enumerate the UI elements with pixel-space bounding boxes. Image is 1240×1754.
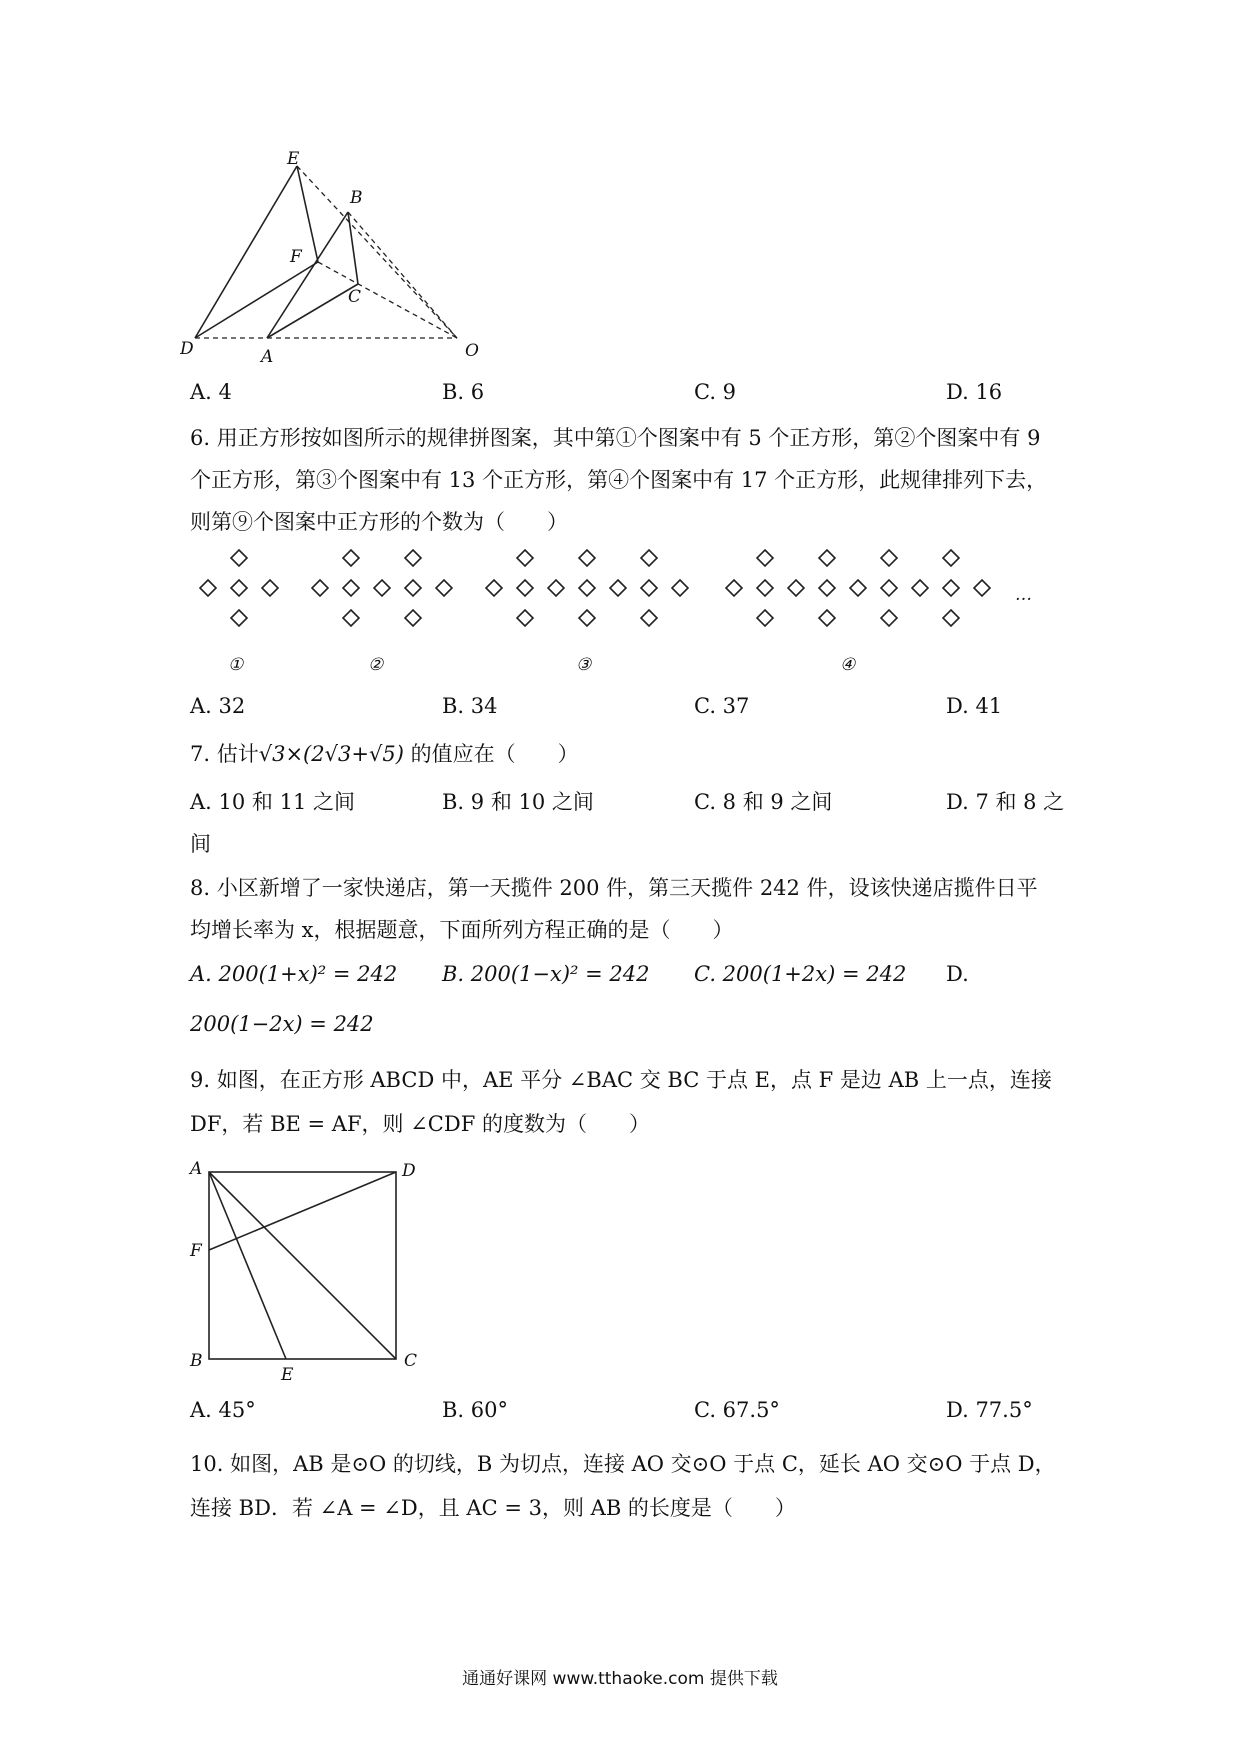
q5-point-b: B xyxy=(350,188,363,208)
q8-text-line1: 8. 小区新增了一家快递店，第一天揽件 200 件，第三天揽件 242 件，设该快递店揽件日平 xyxy=(190,876,1038,900)
q8-option-d[interactable]: D. xyxy=(946,962,969,986)
q6-square-35 xyxy=(943,580,959,596)
q9-option-d[interactable]: D. 77.5° xyxy=(946,1398,1033,1422)
q5-option-c[interactable]: C. 9 xyxy=(694,380,737,404)
q7-option-c[interactable]: C. 8 和 9 之间 xyxy=(694,790,833,814)
q6-square-23 xyxy=(517,610,533,626)
q9-figure xyxy=(186,1150,426,1380)
q8-option-a[interactable]: A. 200(1+x)² = 242 xyxy=(190,962,398,986)
q6-pattern-label-1: ① xyxy=(228,655,244,675)
q6-option-a[interactable]: A. 32 xyxy=(190,694,246,718)
q6-square-10 xyxy=(436,580,452,596)
q6-square-8 xyxy=(374,580,390,596)
q6-square-20 xyxy=(641,580,657,596)
q6-square-5 xyxy=(231,610,247,626)
q7-prefix: 7. 估计 xyxy=(190,742,259,766)
q6-square-29 xyxy=(757,580,773,596)
q5-point-d: D xyxy=(180,339,194,359)
q6-diamonds xyxy=(200,550,990,626)
q6-square-30 xyxy=(788,580,804,596)
q6-square-40 xyxy=(819,610,835,626)
q6-square-14 xyxy=(405,610,421,626)
page-footer: 通通好课网 www.tthaoke.com 提供下载 xyxy=(462,1669,778,1689)
q5-point-f: F xyxy=(290,247,302,267)
q9-point-e: E xyxy=(281,1365,294,1380)
q6-square-18 xyxy=(579,580,595,596)
q8-option-d-wrap: 200(1−2x) = 242 xyxy=(190,1012,374,1036)
q9-option-c[interactable]: C. 67.5° xyxy=(694,1398,780,1422)
q5-option-a[interactable]: A. 4 xyxy=(190,380,232,404)
q5-figure xyxy=(180,150,480,365)
q9-point-d: D xyxy=(402,1161,416,1181)
q6-pattern-figure xyxy=(190,548,1070,678)
q6-square-36 xyxy=(974,580,990,596)
q7-option-a[interactable]: A. 10 和 11 之间 xyxy=(190,790,355,814)
q6-square-38 xyxy=(757,610,773,626)
q6-square-25 xyxy=(579,610,595,626)
q5-option-d[interactable]: D. 16 xyxy=(946,380,1003,404)
q5-point-c: C xyxy=(348,287,362,307)
q6-text-line3: 则第⑨个图案中正方形的个数为（ ） xyxy=(190,510,568,534)
q8-option-c[interactable]: C. 200(1+2x) = 242 xyxy=(694,962,907,986)
q6-square-43 xyxy=(943,550,959,566)
q6-text-line1: 6. 用正方形按如图所示的规律拼图案，其中第①个图案中有 5 个正方形，第②个图案中有 9 xyxy=(190,426,1041,450)
q6-square-1 xyxy=(200,580,216,596)
q7-option-b[interactable]: B. 9 和 10 之间 xyxy=(442,790,594,814)
q9-text-line2: DF，若 BE = AF，则 ∠CDF 的度数为（ ） xyxy=(190,1112,650,1136)
q8-text-line2: 均增长率为 x，根据题意，下面所列方程正确的是（ ） xyxy=(190,918,734,942)
q6-square-22 xyxy=(517,550,533,566)
q6-square-44 xyxy=(943,610,959,626)
q6-square-13 xyxy=(405,550,421,566)
q6-square-31 xyxy=(819,580,835,596)
q6-square-42 xyxy=(881,610,897,626)
q7-text xyxy=(190,738,579,768)
q6-square-12 xyxy=(343,610,359,626)
q6-square-34 xyxy=(912,580,928,596)
q7-option-d[interactable]: D. 7 和 8 之 xyxy=(946,790,1065,814)
q7-expression: √3×(2√3+√5) xyxy=(258,742,404,766)
q6-square-15 xyxy=(486,580,502,596)
q6-option-b[interactable]: B. 34 xyxy=(442,694,498,718)
q6-square-3 xyxy=(262,580,278,596)
q6-square-17 xyxy=(548,580,564,596)
q6-pattern-label-2: ② xyxy=(368,655,384,675)
q6-square-9 xyxy=(405,580,421,596)
q9-option-a[interactable]: A. 45° xyxy=(190,1398,256,1422)
q9-text-line1: 9. 如图，在正方形 ABCD 中，AE 平分 ∠BAC 交 BC 于点 E，点 F 是边 AB 上一点，连接 xyxy=(190,1068,1052,1092)
q6-square-21 xyxy=(672,580,688,596)
q7-option-d-wrap: 间 xyxy=(190,832,211,856)
q9-point-f: F xyxy=(190,1241,202,1261)
q6-square-24 xyxy=(579,550,595,566)
q9-point-c: C xyxy=(404,1351,418,1371)
q8-option-b[interactable]: B. 200(1−x)² = 242 xyxy=(442,962,650,986)
q6-square-2 xyxy=(231,580,247,596)
q5-point-o: O xyxy=(465,341,479,361)
q6-square-27 xyxy=(641,610,657,626)
q6-square-19 xyxy=(610,580,626,596)
q6-option-c[interactable]: C. 37 xyxy=(694,694,750,718)
q6-square-11 xyxy=(343,550,359,566)
q6-square-33 xyxy=(881,580,897,596)
q7-suffix: 的值应在（ ） xyxy=(410,742,579,766)
q6-square-26 xyxy=(641,550,657,566)
q9-option-b[interactable]: B. 60° xyxy=(442,1398,509,1422)
q6-ellipsis: … xyxy=(1015,585,1032,605)
q6-square-16 xyxy=(517,580,533,596)
q6-option-d[interactable]: D. 41 xyxy=(946,694,1003,718)
q9-point-a: A xyxy=(190,1159,203,1179)
q10-text-line1: 10. 如图，AB 是⊙O 的切线，B 为切点，连接 AO 交⊙O 于点 C，延长 AO 交⊙O 于点 D， xyxy=(190,1452,1056,1476)
q6-square-37 xyxy=(757,550,773,566)
q10-text-line2: 连接 BD．若 ∠A = ∠D，且 AC = 3，则 AB 的长度是（ ） xyxy=(190,1496,796,1520)
q6-square-41 xyxy=(881,550,897,566)
q6-square-4 xyxy=(231,550,247,566)
q5-option-b[interactable]: B. 6 xyxy=(442,380,485,404)
q5-point-a: A xyxy=(261,347,274,365)
q9-point-b: B xyxy=(190,1351,203,1371)
q6-pattern-label-3: ③ xyxy=(576,655,592,675)
q6-text-line2: 个正方形，第③个图案中有 13 个正方形，第④个图案中有 17 个正方形，此规律排列下去， xyxy=(190,468,1048,492)
q6-square-39 xyxy=(819,550,835,566)
q6-square-28 xyxy=(726,580,742,596)
q6-pattern-label-4: ④ xyxy=(840,655,856,675)
q5-point-e: E xyxy=(287,150,300,169)
q6-square-32 xyxy=(850,580,866,596)
q6-square-6 xyxy=(312,580,328,596)
q6-square-7 xyxy=(343,580,359,596)
